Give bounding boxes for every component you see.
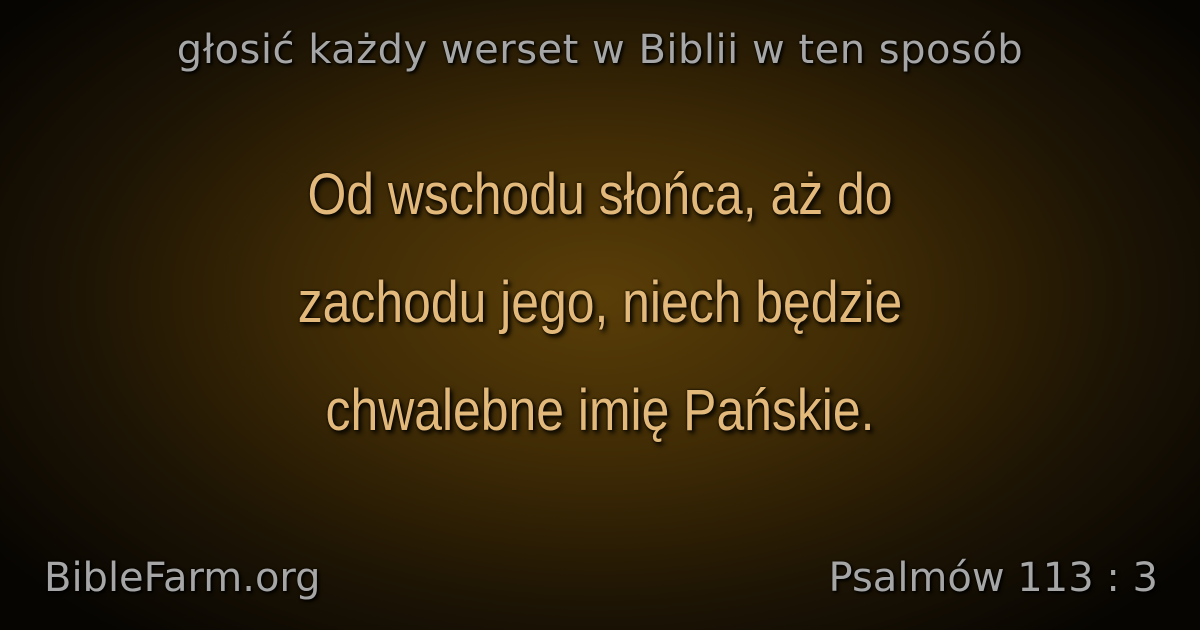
site-name: BibleFarm.org	[44, 555, 321, 601]
verse-reference: Psalmów 113 : 3	[828, 555, 1158, 601]
verse-text	[161, 141, 1038, 465]
verse-line-3: chwalebne imię Pańskie.	[325, 378, 875, 443]
verse-line-1: Od wschodu słońca, aż do	[307, 162, 893, 227]
verse-line-2: zachodu jego, niech będzie	[297, 270, 903, 335]
header-tagline: głosić każdy werset w Biblii w ten sposób	[176, 27, 1024, 73]
